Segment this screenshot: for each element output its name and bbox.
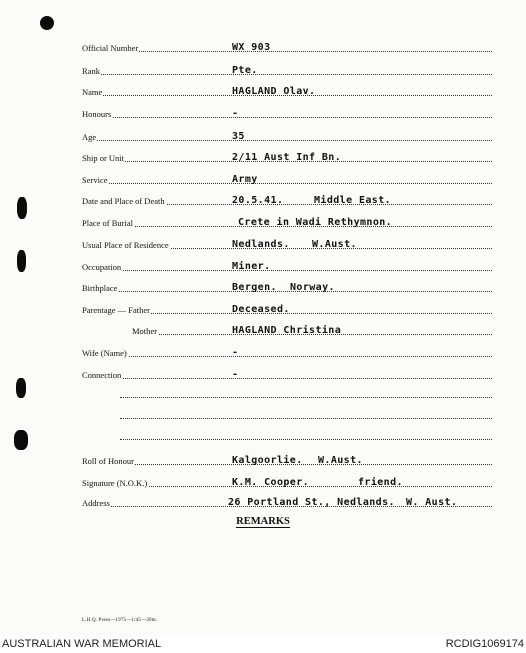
field-label: Usual Place of Residence bbox=[82, 240, 169, 250]
field-signature-nok bbox=[82, 473, 492, 489]
connection-continuation-line bbox=[120, 397, 492, 398]
field-value: HAGLAND Olav. bbox=[232, 86, 316, 97]
field-value: - bbox=[232, 108, 239, 119]
field-rank bbox=[82, 61, 492, 77]
field-label: Occupation bbox=[82, 262, 122, 272]
field-label: Honours bbox=[82, 109, 112, 119]
field-label: Name bbox=[82, 87, 103, 97]
connection-continuation-line bbox=[120, 439, 492, 440]
dotted-line bbox=[82, 74, 492, 75]
field-value: 35 bbox=[232, 131, 245, 142]
dotted-line bbox=[82, 117, 492, 118]
field-usual-residence bbox=[82, 235, 492, 251]
field-label: Address bbox=[82, 498, 110, 508]
field-label: Roll of Honour bbox=[82, 456, 134, 466]
connection-continuation-line bbox=[120, 418, 492, 419]
field-value: K.M. Cooper. bbox=[232, 477, 310, 488]
footer-source: AUSTRALIAN WAR MEMORIAL bbox=[2, 638, 162, 650]
field-value-secondary: W.Aust. bbox=[318, 455, 363, 466]
field-connection bbox=[82, 365, 492, 381]
field-value: 26 Portland St., Nedlands. bbox=[228, 497, 395, 508]
punch-hole bbox=[40, 16, 54, 30]
field-value-secondary: W. Aust. bbox=[406, 497, 458, 508]
field-value: 2/11 Aust Inf Bn. bbox=[232, 152, 342, 163]
field-official-number bbox=[82, 38, 492, 54]
dotted-line bbox=[82, 183, 492, 184]
field-label: Connection bbox=[82, 370, 122, 380]
field-value-secondary: Norway. bbox=[290, 282, 335, 293]
field-parentage-father bbox=[82, 300, 492, 316]
binding-hole bbox=[17, 197, 27, 219]
field-age bbox=[82, 127, 492, 143]
dotted-line bbox=[82, 51, 492, 52]
field-label: Mother bbox=[132, 326, 158, 336]
printer-imprint: L.H.Q. Press—1975—1/45—20m. bbox=[82, 618, 158, 623]
field-value: Nedlands. bbox=[232, 239, 290, 250]
field-value: - bbox=[232, 347, 239, 358]
footer-item-id: RCDIG1069174 bbox=[445, 638, 524, 650]
field-label: Age bbox=[82, 132, 97, 142]
field-address bbox=[82, 493, 492, 509]
field-value: Deceased. bbox=[232, 304, 290, 315]
binding-hole bbox=[16, 378, 26, 398]
field-mother bbox=[82, 321, 492, 337]
dotted-line bbox=[82, 140, 492, 141]
field-label: Date and Place of Death bbox=[82, 196, 165, 206]
dotted-line bbox=[82, 270, 492, 271]
field-label: Service bbox=[82, 175, 108, 185]
remarks-heading: REMARKS bbox=[236, 516, 290, 527]
field-label: Place of Burial bbox=[82, 218, 133, 228]
field-value-secondary: friend. bbox=[358, 477, 403, 488]
dotted-line bbox=[82, 291, 492, 292]
binding-hole bbox=[17, 250, 26, 272]
field-value-secondary: Middle East. bbox=[314, 195, 392, 206]
field-label: Ship or Unit bbox=[82, 153, 125, 163]
field-roll-of-honour bbox=[82, 451, 492, 467]
field-value: Pte. bbox=[232, 65, 258, 76]
field-value: - bbox=[232, 369, 239, 380]
field-value: Miner. bbox=[232, 261, 271, 272]
field-service bbox=[82, 170, 492, 186]
field-label: Official Number bbox=[82, 43, 139, 53]
field-label: Signature (N.O.K.) bbox=[82, 478, 148, 488]
field-label: Rank bbox=[82, 66, 100, 76]
field-value: Kalgoorlie. bbox=[232, 455, 303, 466]
field-place-of-burial bbox=[82, 213, 492, 229]
field-value: Crete in Wadi Rethymnon. bbox=[238, 217, 393, 228]
field-honours bbox=[82, 104, 492, 120]
field-label: Birthplace bbox=[82, 283, 118, 293]
field-ship-or-unit bbox=[82, 148, 492, 164]
field-occupation bbox=[82, 257, 492, 273]
field-date-place-death bbox=[82, 191, 492, 207]
field-value: 20.5.41. bbox=[232, 195, 284, 206]
dotted-line bbox=[82, 356, 492, 357]
field-birthplace bbox=[82, 278, 492, 294]
dotted-line bbox=[82, 378, 492, 379]
field-label: Parentage — Father bbox=[82, 305, 150, 315]
field-wife bbox=[82, 343, 492, 359]
field-name bbox=[82, 82, 492, 98]
field-value: WX 903 bbox=[232, 42, 271, 53]
footer-bar bbox=[0, 636, 526, 653]
field-value-secondary: W.Aust. bbox=[312, 239, 357, 250]
binding-hole bbox=[14, 430, 28, 450]
field-value: Bergen. bbox=[232, 282, 277, 293]
field-value: Army bbox=[232, 174, 258, 185]
dotted-line bbox=[142, 313, 492, 314]
field-label: Wife (Name) bbox=[82, 348, 127, 358]
field-value: HAGLAND Christina bbox=[232, 325, 342, 336]
